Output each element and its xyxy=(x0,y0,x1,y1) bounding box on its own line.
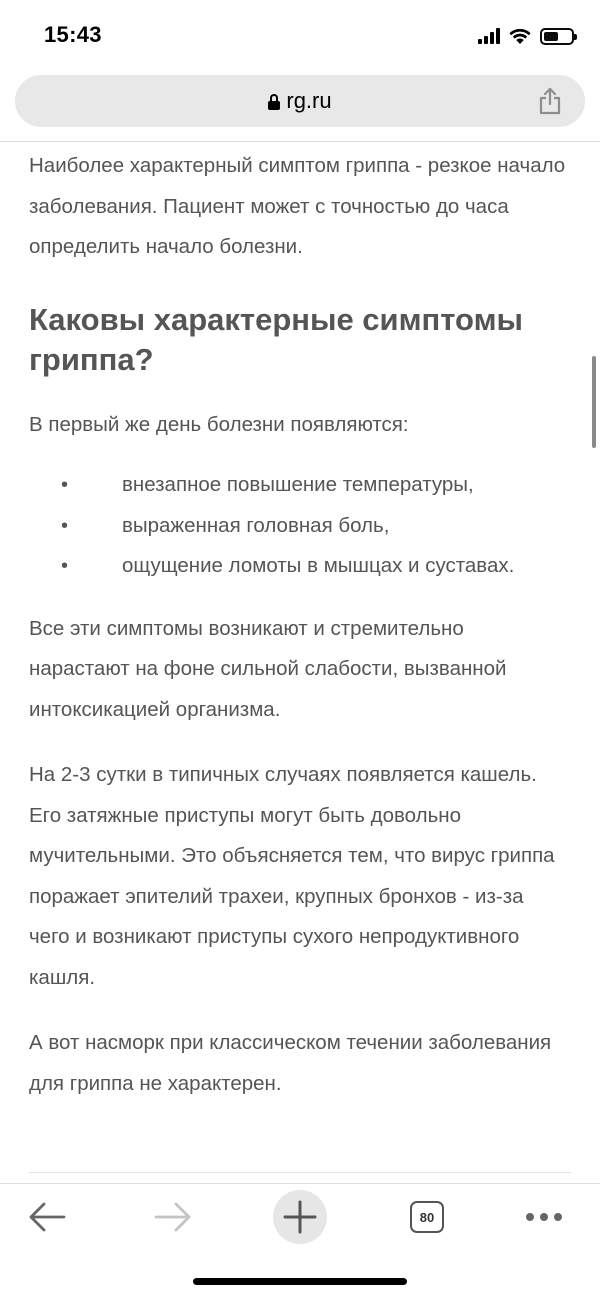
forward-arrow-icon xyxy=(154,1202,192,1232)
bullet-icon: • xyxy=(61,474,69,496)
tabs-button[interactable] xyxy=(402,1190,452,1244)
home-indicator[interactable] xyxy=(193,1278,407,1285)
article-paragraph-cough: На 2-3 сутки в типичных случаях появляется кашель. Его затяжные приступы могут быть довольно мучительными. Это объясняется тем, что вирус гриппа поражает эпителий трахеи, крупных бронхов - из-за чего и возникают приступы сухого непродуктивного кашля. xyxy=(29,763,555,989)
list-item-text: выраженная головная боль, xyxy=(122,513,390,537)
tabs-icon xyxy=(410,1201,444,1233)
forward-button[interactable] xyxy=(146,1190,200,1244)
bullet-icon: • xyxy=(61,555,69,577)
new-tab-button[interactable] xyxy=(272,1190,328,1244)
article-paragraph-weakness: Все эти симптомы возникают и стремительно нарастают на фоне сильной слабости, вызванной интоксикацией организма. xyxy=(29,616,507,721)
article-paragraph-intro: В первый же день болезни появляются: xyxy=(29,412,409,436)
scrollbar[interactable] xyxy=(592,356,596,448)
wifi-icon xyxy=(508,27,532,45)
status-bar xyxy=(0,0,600,70)
status-icons xyxy=(478,26,574,46)
url-text: rg.ru xyxy=(286,88,332,113)
article-paragraph-runny-nose: А вот насморк при классическом течении заболевания для гриппа не характерен. xyxy=(29,1031,552,1095)
list-item-text: внезапное повышение температуры, xyxy=(122,473,474,496)
article-paragraph-onset: Наиболее характерный симптом гриппа - резкое начало заболевания. Пациент может с точностью до часа определить начало болезни. xyxy=(29,154,566,258)
tab-count: 80 xyxy=(419,1209,435,1225)
top-divider xyxy=(0,141,600,142)
symptom-list xyxy=(29,465,569,587)
list-item xyxy=(29,546,569,587)
bullet-icon: • xyxy=(61,514,69,537)
back-button[interactable] xyxy=(20,1190,74,1244)
back-arrow-icon xyxy=(28,1202,66,1232)
status-time: 15:43 xyxy=(44,22,102,47)
share-icon[interactable] xyxy=(537,87,563,115)
more-button[interactable] xyxy=(516,1190,572,1244)
content-divider xyxy=(29,1172,571,1173)
list-item-text: ощущение ломоты в мышцах и суставах. xyxy=(122,554,515,577)
plus-icon xyxy=(283,1200,317,1234)
article-content xyxy=(29,146,569,1104)
new-tab-circle xyxy=(273,1190,327,1244)
address-bar[interactable] xyxy=(15,75,585,127)
battery-icon xyxy=(540,28,574,45)
article-heading: Каковы характерные симптомы гриппа? xyxy=(29,301,523,377)
lock-icon xyxy=(268,96,280,110)
signal-icon xyxy=(478,28,500,44)
more-icon xyxy=(526,1213,562,1221)
list-item xyxy=(29,465,569,506)
url-display[interactable] xyxy=(15,75,585,127)
list-item xyxy=(29,506,569,547)
